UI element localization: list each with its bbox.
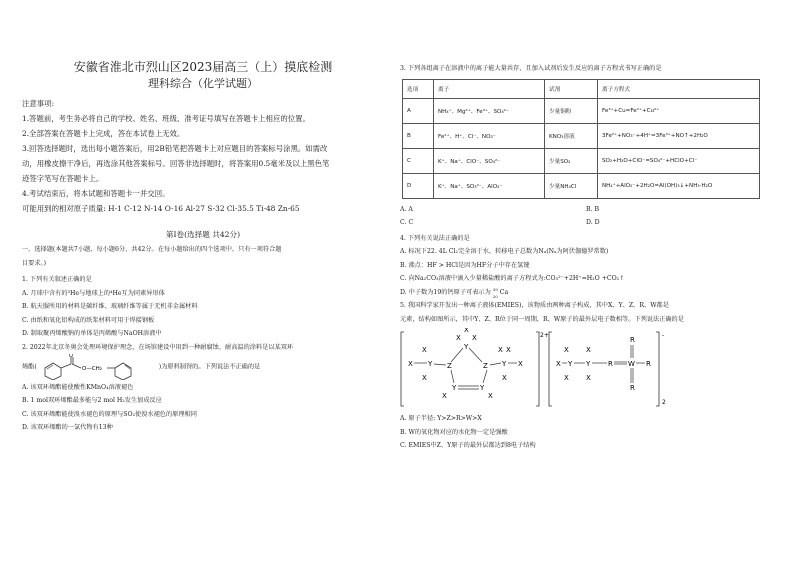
svg-text:R: R [630, 336, 635, 344]
calcium-isotope: 39 20 Ca [492, 287, 509, 299]
q1-option-c: C. 由纸和氧化铝构成的纸浆材料可用于焊接钢板 [22, 316, 155, 324]
q3-stem: 3. 下列各组离子在溶液中的离子能大量共存，且加入试剂后发生反应的离子方程式书写正确的是 [400, 65, 662, 72]
q5-option-c: C. EMIES中Z、Y原子的最外层都达到8电子结构 [400, 442, 536, 449]
q5-option-a: A. 原子半径: Y>Z>R>W>X [400, 415, 482, 422]
table-cell: 少量铜粉 [545, 98, 598, 123]
table-cell: D [403, 173, 434, 198]
svg-text:R: R [630, 384, 635, 392]
q3-option-b: B. B [586, 205, 600, 213]
svg-text:X: X [422, 346, 427, 354]
table-cell: 3Fe²⁺+NO₃⁻+4H⁺=3Fe³⁺+NO↑+2H₂O [598, 123, 760, 148]
notes-heading: 注意事项: [22, 99, 55, 108]
anion-charge: - [662, 332, 665, 339]
table-cell: Fe²⁺、H⁺、Cl⁻、NO₃⁻ [434, 123, 545, 148]
q4-option-a: A. 标况下22. 4L Cl₂完全溶于水，转移电子总数为Nₐ(Nₐ为阿伏伽德罗常数) [400, 248, 609, 255]
svg-text:X: X [586, 374, 591, 382]
svg-text:X: X [488, 392, 493, 400]
svg-text:Y: Y [480, 384, 485, 392]
table-row [403, 173, 760, 198]
svg-text:X: X [408, 360, 413, 368]
table-cell: A [403, 98, 434, 123]
table-cell: B [403, 123, 434, 148]
table-row [403, 98, 760, 123]
ester-structure-icon [37, 354, 159, 380]
table-cell: K⁺、Na⁺、SO₃²⁻、AlO₂⁻ [434, 173, 545, 198]
table-header-cell: 试剂 [545, 79, 598, 98]
note-line: 4.考试结束后，将本试题和答题卡一并交回。 [22, 189, 170, 198]
table-cell: SO₂+H₂O+ClO⁻=SO₄²⁻+HClO+Cl⁻ [598, 148, 760, 173]
emies-structure-diagram [400, 328, 772, 410]
svg-text:X: X [564, 374, 569, 382]
table-cell: NH₄⁺+AlO₂⁻+2H₂O=Al(OH)₃↓+NH₃·H₂O [598, 173, 760, 198]
svg-text:R: R [646, 360, 651, 368]
table-row [403, 148, 760, 173]
table-cell: NH₄⁺、Mg²⁺、Fe³⁺、SO₄²⁻ [434, 98, 545, 123]
table-row [403, 123, 760, 148]
q3-table [402, 79, 760, 199]
svg-text:X: X [472, 334, 477, 342]
q1-option-b: B. 航天服所用的材料是碳纤维、玻璃纤维等属于无机非金属材料 [22, 303, 198, 310]
note-line: 1.答题前，考生务必将自己的学校、姓名、班级、准考证号填写在答题卡上相应的位置。 [22, 114, 310, 123]
svg-text:Z: Z [447, 362, 452, 370]
q2-stem: 2. 2022年北京冬奥会处理环境保护理念，在场馆建设中用到一种耐腐蚀、耐高温的涂料是以某双环 [22, 343, 294, 351]
left-column [22, 58, 384, 435]
q1-option-d: D. 制取聚丙烯酸钠的单体是丙烯酸与NaOH溶液中 [22, 330, 162, 337]
svg-text:W: W [628, 360, 635, 368]
emies-structure [400, 328, 772, 410]
svg-text:Y: Y [428, 360, 433, 368]
q3-options-row [400, 216, 772, 230]
svg-text:R: R [608, 360, 613, 368]
cation-charge: 2+ [540, 332, 549, 339]
svg-text:X: X [464, 328, 469, 334]
q4-option-b: B. 沸点：HF > HCl是因为HF分子中存在氢键 [400, 261, 530, 269]
q2-option-a: A. 该双环烯酯能使酸性KMnO₄溶液褪色 [22, 383, 134, 391]
svg-text:X: X [502, 374, 507, 382]
exam-title: 安徽省淮北市烈山区2023届高三（上）摸底检测 [73, 60, 333, 74]
table-cell: 少量SO₂ [545, 148, 598, 173]
section-heading: 第Ⅰ卷(选择题 共42分) [165, 230, 241, 239]
q4-option-c: C. 向Na₂CO₃溶液中滴入少量稀盐酸的离子方程式为:CO₃²⁻+2H⁺=H₂O +CO₂↑ [400, 275, 625, 282]
anion-subscript: 2 [662, 399, 666, 406]
svg-text:X: X [556, 360, 561, 368]
table-header-cell: 选项 [403, 79, 434, 98]
table-header-row [403, 79, 760, 98]
q3-option-c: C. C [400, 219, 414, 226]
note-line: 3.回答选择题时，选出每小题答案后，用2B铅笔把答题卡上对应题目的答案标号涂黑。如需改 [22, 144, 328, 153]
table-header-cell: 离子方程式 [598, 79, 760, 98]
q3-option-a: A. A [400, 205, 413, 213]
svg-text:X: X [456, 334, 461, 342]
q2-option-b: B. 1 mol双环烯酯最多能与2 mol H₂发生加成反应 [22, 397, 162, 404]
atomic-masses: 可能用到的相对原子质量: H-1 C-12 N-14 O-16 Al-27 S-32 Cl-35.5 Ti-48 Zn-65 [22, 204, 300, 213]
svg-text:X: X [586, 346, 591, 354]
svg-text:Y: Y [464, 343, 469, 351]
q4-stem: 4. 下列有关说法正确的是 [400, 234, 470, 242]
table-cell: K⁺、Na⁺、ClO⁻、SO₄²⁻ [434, 148, 545, 173]
section-instruction: 目要求。) [22, 259, 47, 267]
svg-text:Y: Y [452, 384, 457, 392]
svg-text:X: X [518, 360, 523, 368]
section-instruction: 一、选择题(本题共7小题，每小题6分，共42分。在每小题给出的四个选项中，只有一项符合题 [22, 246, 282, 253]
right-column [400, 62, 772, 453]
table-cell: KNO₃溶液 [545, 123, 598, 148]
note-line: 2.全部答案在答题卡上完成，答在本试卷上无效。 [22, 129, 185, 138]
svg-text:X: X [564, 346, 569, 354]
svg-text:Y: Y [502, 360, 507, 368]
q2-option-c: C. 该双环烯酯能使溴水褪色的原理与SO₂使溴水褪色的原理相同 [22, 410, 197, 418]
q5-stem-line2: 元素，结构如图所示，其中Y、Z、R位于同一周期，R、W原子的最外层电子数相等。下列说法正确的是 [400, 315, 684, 323]
svg-text:O—CH₂: O—CH₂ [81, 366, 102, 372]
q1-stem: 1. 下列有关叙述正确的是 [22, 276, 92, 283]
table-cell: 少量NH₄Cl [545, 173, 598, 198]
q4-option-d: D. 中子数为19的钙原子可表示为 39 20 Ca [400, 286, 772, 300]
q5-option-b: B. W的氧化物对应的水化物一定是强酸 [400, 428, 508, 436]
q2-option-d: D. 该双环烯酯的一氯代物有13种 [22, 424, 113, 431]
svg-text:X: X [498, 346, 503, 354]
svg-text:Z: Z [483, 362, 488, 370]
svg-text:Y: Y [586, 360, 591, 368]
exam-subtitle: 理科综合（化学试题） [148, 77, 258, 90]
svg-text:X: X [506, 346, 511, 354]
table-cell: C [403, 148, 434, 173]
table-cell: Fe³⁺+Cu=Fe²⁺+Cu²⁺ [598, 98, 760, 123]
svg-text:X: X [422, 374, 427, 382]
svg-text:O: O [68, 354, 73, 359]
table-header-cell: 离子 [434, 79, 545, 98]
q3-option-d: D. D [586, 219, 600, 226]
note-line: 动，用橡皮擦干净后，再选涂其他答案标号。回答非选择题时，将答案用0.5毫米及以上黑色笔 [22, 159, 330, 168]
q3-options-row [400, 203, 772, 217]
q2-stem-line2: 烯酯( O O—CH₂ )为原料制得的。下列说法不正确的是 [22, 354, 384, 381]
q1-option-a: A. 月球中含有的³He与地球上的⁴He互为同素异形体 [22, 289, 165, 297]
q5-stem: 5. 我国科学家开发出一种离子液体(EMIES)，该物质由两种离子构成，其中X、Y、Z、R、W都是 [400, 302, 669, 309]
svg-text:X: X [442, 392, 447, 400]
note-line: 迹签字笔写在答题卡上。 [22, 174, 104, 183]
svg-text:Y: Y [568, 360, 573, 368]
